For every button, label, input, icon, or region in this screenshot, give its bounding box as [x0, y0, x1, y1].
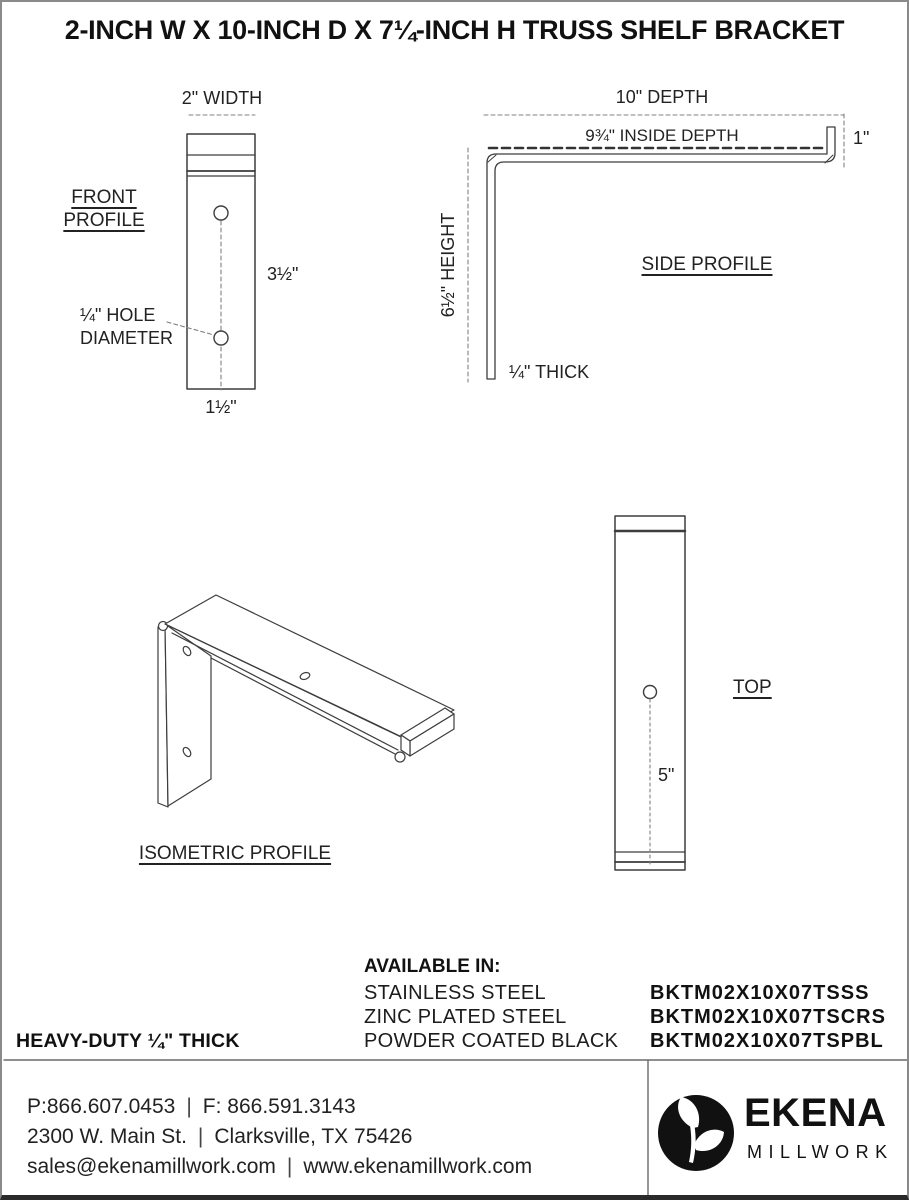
- contact-info: [27, 1092, 532, 1182]
- separator-bar: |: [197, 1125, 204, 1148]
- separator-bar: |: [186, 1095, 192, 1118]
- brand-name: EKENA: [744, 1091, 887, 1135]
- top-view-label: TOP: [733, 677, 772, 698]
- address-line: [27, 1122, 532, 1152]
- fax-number: F: 866.591.3143: [202, 1095, 356, 1118]
- side-height-dimension: 6½" HEIGHT: [438, 212, 458, 318]
- top-hole-offset-dimension: 5": [658, 765, 675, 785]
- front-profile-label: FRONT PROFILE: [63, 187, 145, 231]
- top-view-hole: [644, 686, 657, 699]
- phone-number: P:866.607.0453: [27, 1095, 176, 1118]
- website-url: www.ekenamillwork.com: [303, 1155, 533, 1178]
- sku-item: BKTM02X10X07TSCRS: [650, 1006, 886, 1028]
- side-depth-dimension: 10" DEPTH: [615, 87, 709, 107]
- front-lower-hole: [214, 331, 228, 345]
- side-bracket-outline: [487, 127, 835, 379]
- available-in-heading: AVAILABLE IN:: [364, 956, 501, 977]
- side-profile-drawing: [468, 114, 844, 382]
- material-item: STAINLESS STEEL: [364, 982, 546, 1004]
- front-width-dimension: 2" WIDTH: [181, 88, 263, 108]
- front-height-dimension: 3½": [267, 264, 299, 284]
- side-inside-depth-dimension: 9¾" INSIDE DEPTH: [585, 126, 739, 145]
- isometric-profile-label: ISOMETRIC PROFILE: [138, 843, 332, 864]
- phone-fax-line: [27, 1092, 532, 1122]
- web-line: [27, 1152, 532, 1182]
- top-view-drawing: [615, 516, 685, 870]
- front-upper-hole: [214, 206, 228, 220]
- heavy-duty-note: HEAVY-DUTY ¼" THICK: [16, 1030, 240, 1052]
- isometric-drawing: [158, 595, 454, 807]
- city-state-zip: Clarksville, TX 75426: [214, 1125, 413, 1148]
- page-title: 2-INCH W X 10-INCH D X 7¼-INCH H TRUSS SHELF BRACKET: [64, 15, 845, 45]
- email-address: sales@ekenamillwork.com: [27, 1155, 276, 1178]
- side-profile-label: SIDE PROFILE: [641, 254, 773, 275]
- material-item: ZINC PLATED STEEL: [364, 1006, 567, 1028]
- brand-subname: MILLWORK: [747, 1142, 894, 1162]
- side-thickness-dimension: ¼" THICK: [509, 362, 590, 382]
- side-lip-dimension: 1": [853, 128, 870, 148]
- materials-list: [364, 981, 618, 1053]
- sku-item: BKTM02X10X07TSPBL: [650, 1030, 884, 1052]
- front-hole-offset-dimension: 1½": [205, 397, 237, 417]
- sku-list: [650, 981, 886, 1053]
- separator-bar: |: [286, 1155, 293, 1178]
- hole-diameter-dimension: ¼" HOLE DIAMETER: [80, 305, 174, 348]
- sku-item: BKTM02X10X07TSSS: [650, 982, 870, 1004]
- front-profile-drawing: [167, 115, 255, 390]
- material-item: POWDER COATED BLACK: [364, 1030, 619, 1052]
- street-address: 2300 W. Main St.: [27, 1125, 187, 1148]
- ekena-logo-mark: [658, 1095, 734, 1171]
